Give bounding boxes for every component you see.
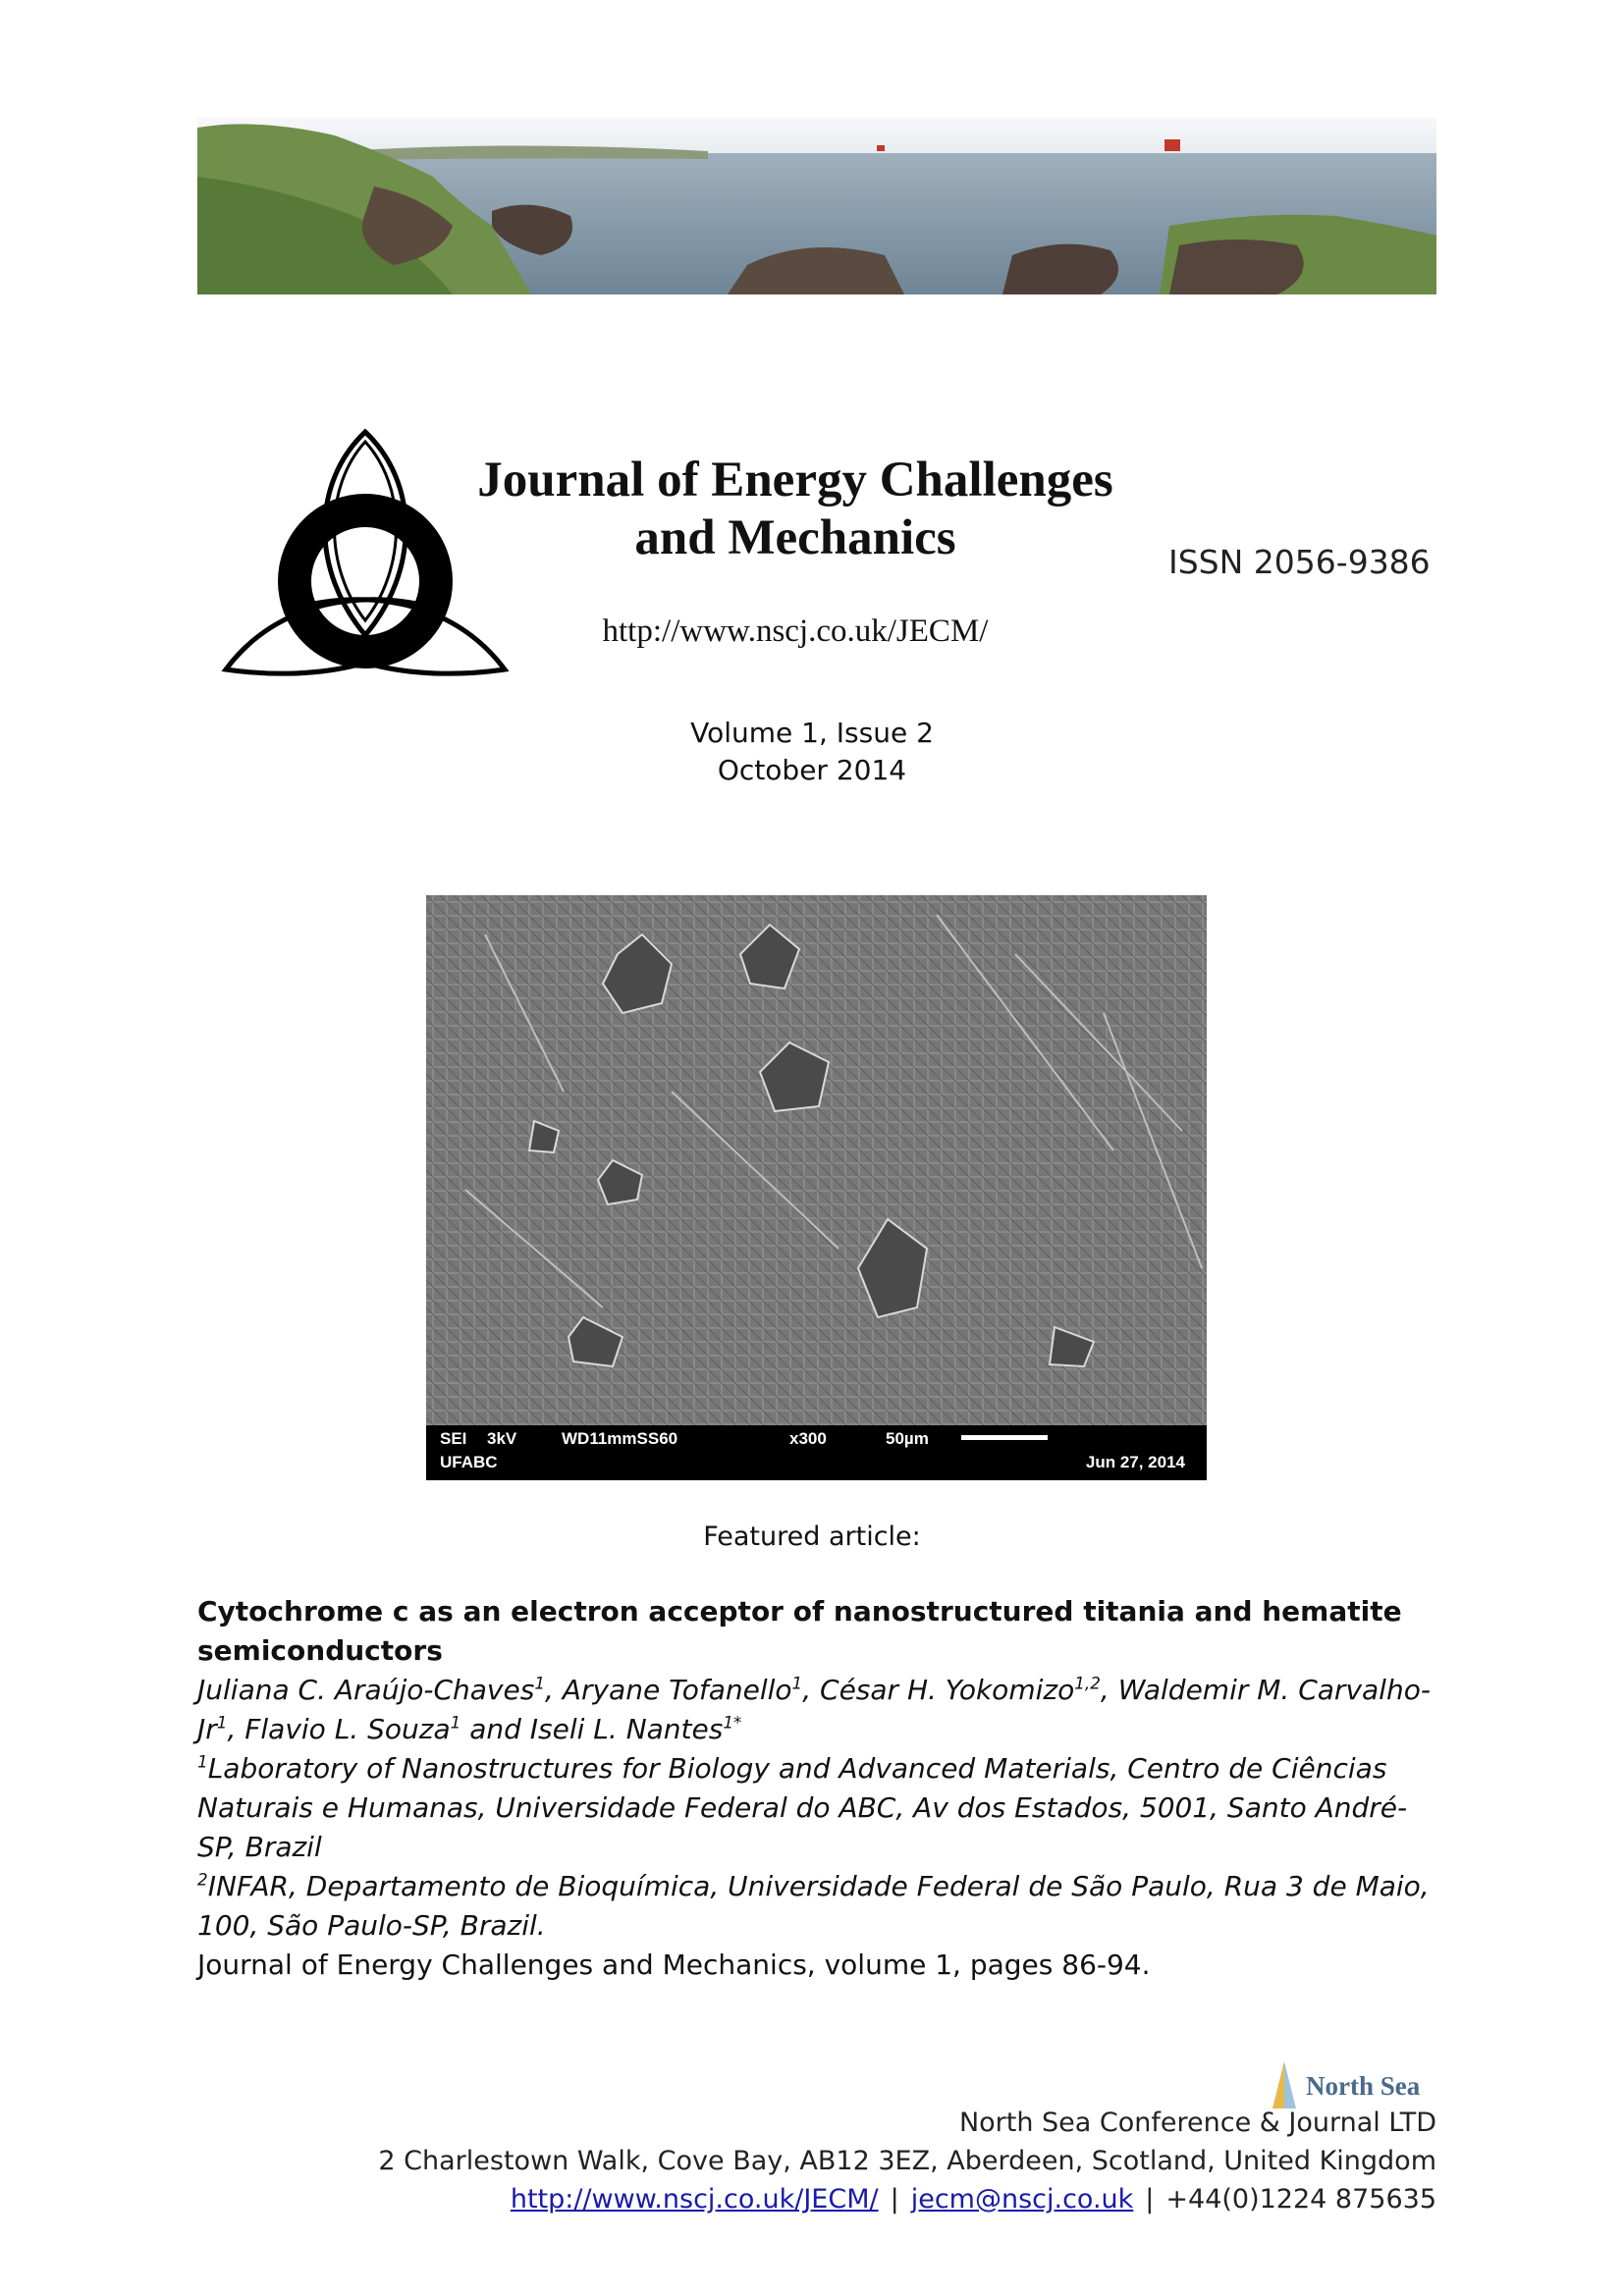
issn: ISSN 2056-9386 — [1168, 543, 1431, 581]
coastline-image — [197, 118, 1436, 294]
email-link[interactable]: jecm@nscj.co.uk — [910, 2184, 1134, 2215]
issue-info — [0, 715, 1624, 789]
article-title[interactable]: Cytochrome c as an electron acceptor of nanostructured titania and hematite semiconductors — [197, 1595, 1402, 1667]
micrograph-image — [426, 895, 1207, 1425]
author-sup: 1 — [534, 1673, 545, 1693]
banner-photo — [197, 118, 1436, 294]
featured-article — [197, 1592, 1436, 1985]
issue-date: October 2014 — [717, 753, 907, 786]
sem-date: Jun 27, 2014 — [1085, 1453, 1185, 1471]
author: , César H. Yokomizo — [802, 1674, 1075, 1706]
affiliation-text: Laboratory of Nanostructures for Biology and Advanced Materials, Centro de Ciências Naturais e Humanas, Universidade Federal do ABC, Av dos Estados, 5001, Santo André-SP, Brazil — [197, 1752, 1408, 1863]
company-name: North Sea Conference & Journal LTD — [958, 2108, 1436, 2138]
sem-organization: UFABC — [440, 1453, 498, 1471]
affiliation-2 — [197, 1867, 1436, 1946]
author-sup: 1 — [450, 1712, 461, 1733]
footer — [258, 2104, 1436, 2218]
journal-title — [412, 452, 1178, 566]
journal-title-line1: Journal of Energy Challenges — [477, 453, 1113, 507]
company-address: 2 Charlestown Walk, Cove Bay, AB12 3EZ, Aberdeen, Scotland, United Kingdom — [378, 2146, 1436, 2176]
footer-url-link[interactable]: http://www.nscj.co.uk/JECM/ — [510, 2184, 879, 2215]
author-sup: 1 — [216, 1712, 228, 1733]
affiliation-text: INFAR, Departamento de Bioquímica, Universidade Federal de São Paulo, Rua 3 de Maio, 100, São Paulo-SP, Brazil. — [197, 1870, 1430, 1942]
scale-bar — [961, 1435, 1048, 1440]
featured-label: Featured article: — [703, 1522, 921, 1552]
journal-title-line2: and Mechanics — [634, 509, 956, 565]
journal-url[interactable]: http://www.nscj.co.uk/JECM/ — [602, 614, 989, 649]
north-sea-logo-text: North Sea — [1306, 2071, 1421, 2101]
affiliation-1 — [197, 1749, 1436, 1867]
sem-magnification: x300 — [789, 1429, 827, 1448]
author: , Aryane Tofanello — [545, 1674, 792, 1706]
sem-scale: 50µm — [886, 1429, 929, 1448]
author-sup: 1 — [791, 1673, 803, 1693]
contact-line — [258, 2180, 1436, 2218]
author: and Iseli L. Nantes — [460, 1713, 724, 1745]
phone-number: +44(0)1224 875635 — [1165, 2184, 1436, 2215]
author: Juliana C. Araújo-Chaves — [197, 1674, 535, 1706]
citation: Journal of Energy Challenges and Mechanics, volume 1, pages 86-94. — [197, 1949, 1151, 1981]
author-list — [197, 1671, 1436, 1749]
sem-micrograph — [426, 895, 1207, 1480]
author: , Flavio L. Souza — [227, 1713, 451, 1745]
sem-info-bar — [426, 1425, 1207, 1480]
sem-voltage: 3kV — [487, 1429, 517, 1448]
volume-issue: Volume 1, Issue 2 — [690, 717, 934, 749]
sem-working-distance: WD11mmSS60 — [562, 1429, 678, 1448]
separator: | — [1145, 2184, 1155, 2215]
sem-mode: SEI — [440, 1429, 467, 1448]
author-sup: 1,2 — [1074, 1673, 1101, 1693]
author-sup: 1* — [723, 1712, 742, 1733]
affiliation-sup: 1 — [197, 1751, 208, 1772]
author: , Waldemir M. Carvalho-Jr — [197, 1674, 1431, 1745]
separator: | — [890, 2184, 899, 2215]
affiliation-sup: 2 — [197, 1869, 208, 1890]
